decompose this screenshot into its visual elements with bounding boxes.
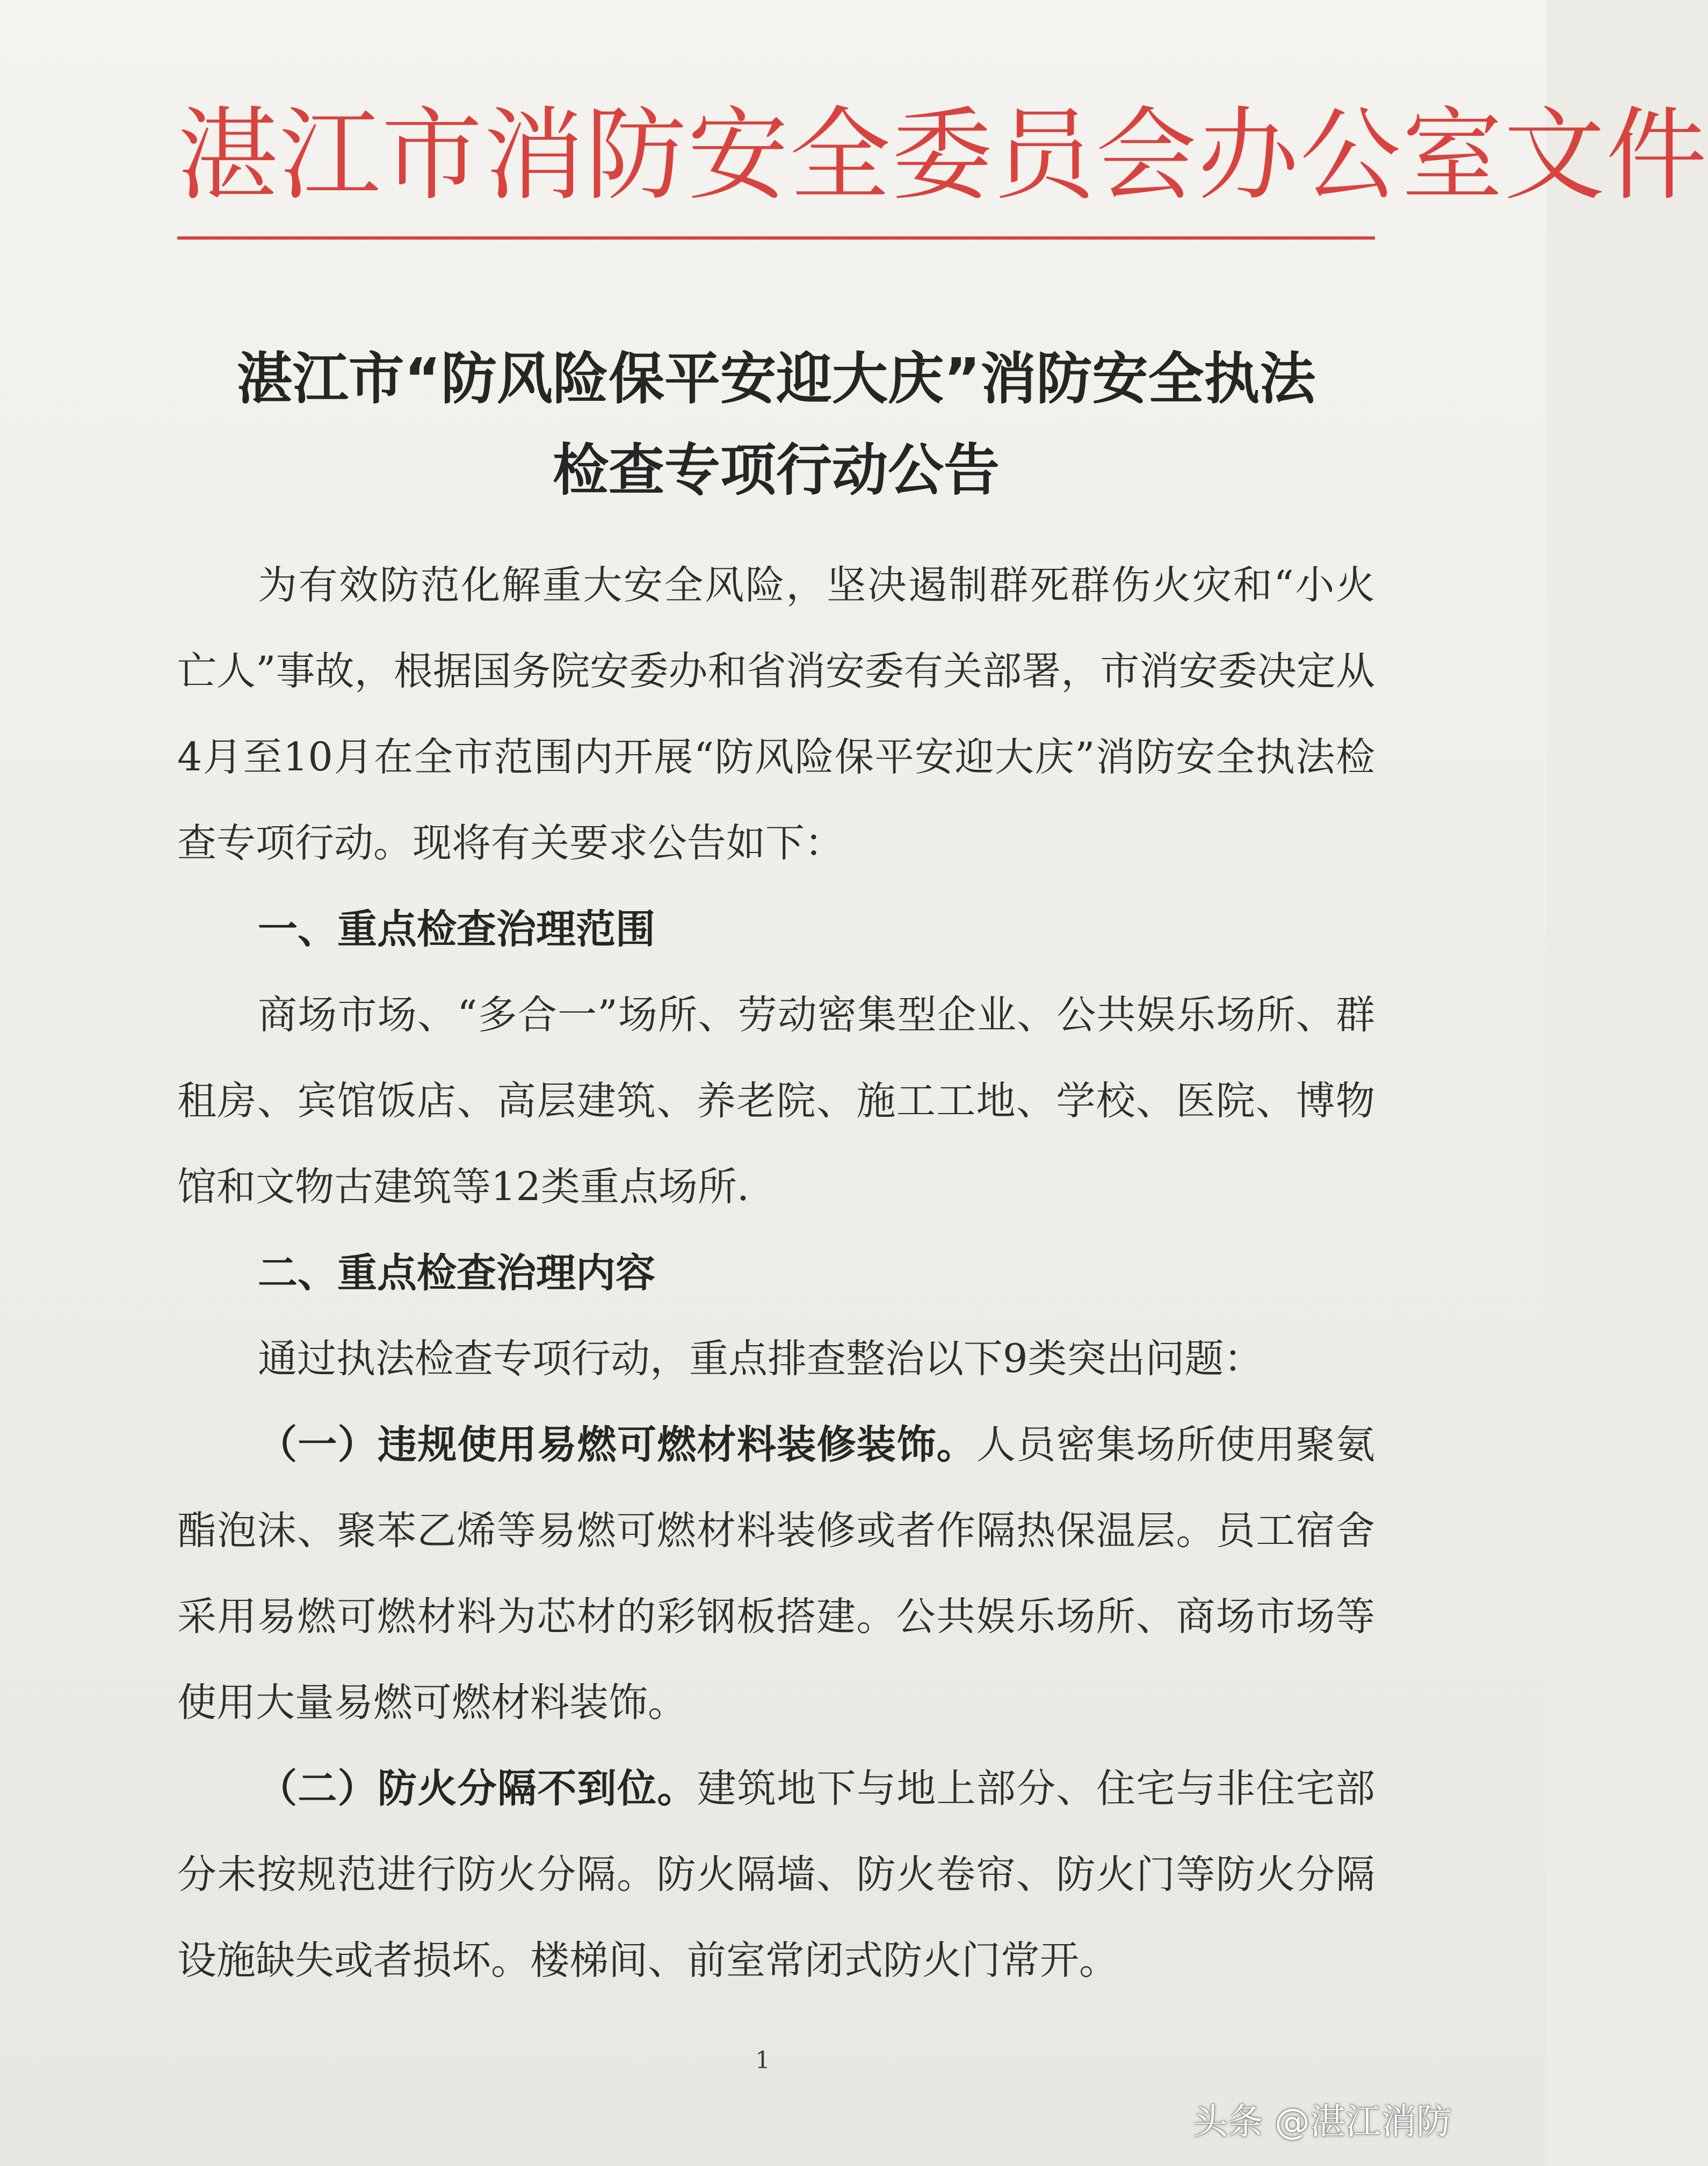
page-number: 1 bbox=[755, 2047, 770, 2074]
document-title-line-1: 湛江市“防风险保平安迎大庆”消防安全执法 bbox=[236, 346, 1316, 411]
header-red-rule bbox=[177, 236, 1375, 240]
item-2-lead: （二）防火分隔不到位。 bbox=[258, 1766, 697, 1811]
section-2-paragraph: 通过执法检查专项行动，重点排查整治以下9类突出问题： bbox=[258, 1336, 1263, 1382]
intro-paragraph: 为有效防范化解重大安全风险，坚决遏制群死群伤火灾和“小火亡人”事故，根据国务院安委办和省消安委有关部署，市消安委决定从4月至10月在全市范围内开展“防风险保平安迎大庆”消防安全执法检查专项行动。现将有关要求公告如下： bbox=[177, 562, 1375, 866]
document-body bbox=[177, 543, 1375, 2004]
item-1-paragraph bbox=[177, 1402, 1375, 1746]
document-title-line-2: 检查专项行动公告 bbox=[552, 437, 1000, 503]
item-1-lead: （一）违规使用易燃可燃材料装修装饰。 bbox=[258, 1422, 976, 1468]
item-2-text: 建筑地下与地上部分、住宅与非住宅部分未按规范进行防火分隔。防火隔墙、防火卷帘、防火门等防火分隔设施缺失或者损坏。楼梯间、前室常闭式防火门常开。 bbox=[177, 1766, 1376, 1983]
document-header-title: 湛江市消防安全委员会办公室文件 bbox=[177, 97, 1708, 214]
item-1-text: 人员密集场所使用聚氨酯泡沫、聚苯乙烯等易燃可燃材料装修或者作隔热保温层。员工宿舍采用易燃可燃材料为芯材的彩钢板搭建。公共娱乐场所、商场市场等使用大量易燃可燃材料装饰。 bbox=[177, 1422, 1375, 1725]
section-2-heading: 二、重点检查治理内容 bbox=[258, 1250, 655, 1296]
section-1-heading: 一、重点检查治理范围 bbox=[258, 906, 655, 952]
item-2-paragraph bbox=[177, 1746, 1375, 2004]
document-title bbox=[177, 333, 1375, 516]
section-1-paragraph: 商场市场、“多合一”场所、劳动密集型企业、公共娱乐场所、群租房、宾馆饭店、高层建筑、养老院、施工工地、学校、医院、博物馆和文物古建筑等12类重点场所. bbox=[177, 992, 1375, 1210]
source-watermark: 头条 @湛江消防 bbox=[1192, 2101, 1452, 2142]
